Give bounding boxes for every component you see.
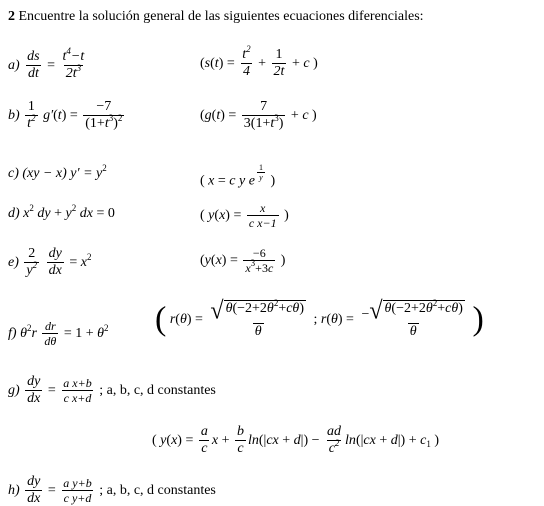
item-c-equation: c) (xy − x) $y' = y^2$ bbox=[8, 163, 107, 181]
exercise-title: Encuentre la solución general de las siguientes ecuaciones diferenciales: bbox=[18, 9, 424, 24]
exercise-number: 2 bbox=[8, 9, 15, 24]
item-e-equation: e) $\frac{2}{y^2}$ $\frac{dy}{dx}$ = $x^2$ bbox=[8, 246, 92, 278]
item-h-equation: h) $\frac{dy}{dx}$ = $\frac{\text{a y+b}}{\text{c y+d}}$ ; a, b, c, d constantes bbox=[8, 474, 216, 506]
item-d-solution: ( y(x) = $\frac{x}{\text{c x−1}}$ ) bbox=[200, 201, 289, 230]
item-b-label: b) bbox=[8, 107, 20, 123]
item-a-label: a) bbox=[8, 57, 20, 73]
item-g-constants: ; a, b, c, d constantes bbox=[99, 382, 216, 398]
item-c-label: c) bbox=[8, 166, 19, 181]
item-c-solution: ( x = c y e $^{\frac{1}{y}}$ ) bbox=[200, 163, 276, 189]
item-a-solution: (s(t) = $\frac{t^2}{4}$ + $\frac{1}{2t}$ + c ) bbox=[200, 44, 318, 79]
item-h-label: h) bbox=[8, 482, 20, 498]
item-g-label: g) bbox=[8, 382, 20, 398]
item-f-solution: ( r(θ) = √ $\theta(-2+2\theta^2+c\theta)$ θ ; r(θ) = − √ $\theta(-2+2\theta^2+c\theta)$ θ ) bbox=[155, 297, 484, 339]
item-e-label: e) bbox=[8, 254, 19, 270]
item-e-solution: (y(x) = $\frac{-6}{x^3+3c}$ ) bbox=[200, 246, 286, 275]
item-g-equation: g) $\frac{dy}{dx}$ = $\frac{\text{a x+b}}{\text{c x+d}}$ ; a, b, c, d constantes bbox=[8, 374, 216, 406]
item-d-equation: d) $x^2$ dy + $y^2$ dx = 0 bbox=[8, 203, 115, 221]
item-f-label: f) bbox=[8, 325, 17, 341]
exercise-header bbox=[8, 10, 424, 24]
item-b-equation: b) $\frac{1}{t^2}$ g′(t) = $\frac{-7}{(1+t^3)^2}$ bbox=[8, 99, 123, 131]
item-b-solution: (g(t) = $\frac{7}{3(1+t^3)}$ + c ) bbox=[200, 99, 317, 131]
item-a-equation: a) $\frac{ds}{dt}$ = $\frac{t^4-t}{2t^3}$ bbox=[8, 46, 85, 81]
item-f-equation: f) $\theta^2r$ $\frac{dr}{d\theta}$ = $1 + \theta^2$ bbox=[8, 319, 109, 348]
item-g-solution: ( y(x) = $\frac{a}{c}$ x + $\frac{b}{c}$ ln(|cx + d|) − $\frac{ad}{c^2}$ $\ln(|cx + d|) + c_1$ ) bbox=[152, 424, 440, 456]
item-h-constants: ; a, b, c, d constantes bbox=[99, 482, 216, 498]
item-d-label: d) bbox=[8, 206, 20, 221]
